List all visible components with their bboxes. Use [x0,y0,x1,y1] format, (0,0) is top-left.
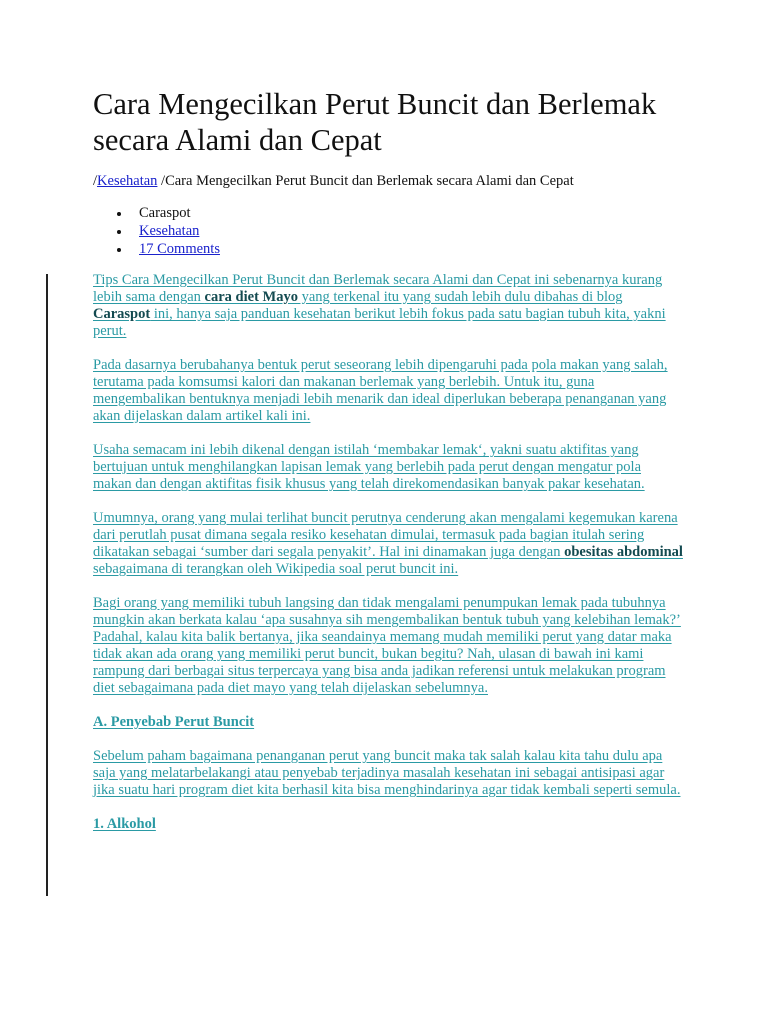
meta-comments [93,240,220,258]
meta-category [93,222,220,240]
paragraph-5[interactable]: Bagi orang yang memiliki tubuh langsing dan tidak mengalami penumpukan lemak pada tubuhnya mungkin akan berkata kalau ‘apa susahnya sih mengembalikan bentuk tubuh yang kelebihan lemak?’ Padahal, kalau kita balik bertanya, jika seandainya memang mudah memiliki perut yang datar maka tidak akan ada orang yang memiliki perut buncit, bukan begitu? Nah, ulasan di bawah ini kami rampung dari berbagai situs terpercaya yang bisa anda jadikan referensi untuk melakukan program diet sebagaimana pada diet mayo yang telah dijelaskan sebelumnya. [93,595,681,696]
subsection-heading-1[interactable]: 1. Alkohol [93,816,156,832]
paragraph-2[interactable]: Pada dasarnya berubahanya bentuk perut seseorang lebih dipengaruhi pada pola makan yang salah, terutama pada komsumsi kalori dan makanan berlemak yang berlebih. Untuk itu, guna mengembalikan bentuknya menjadi lebih menarik dan ideal diperlukan beberapa penanganan yang akan dijelaskan dalam artikel kali ini. [93,357,668,424]
breadcrumb-separator: / [157,173,166,189]
bold-link-diet-mayo[interactable]: cara diet Mayo [204,289,298,305]
bullet-icon [117,248,121,252]
section-heading-a[interactable]: A. Penyebab Perut Buncit [93,714,255,730]
post-meta-list [93,204,220,258]
margin-rule [46,274,48,896]
bold-link-obesitas[interactable]: obesitas abdominal [564,544,683,560]
paragraph-intro[interactable] [93,272,683,340]
meta-author [93,204,220,222]
intro-text: Tips Cara Mengecilkan Perut Buncit dan Berlemak secara Alami dan Cepat ini sebenarnya kurang lebih sama dengan [93,272,663,305]
paragraph-6[interactable]: Sebelum paham bagaimana penanganan perut yang buncit maka tak salah kalau kita tahu dulu apa saja yang melatarbelakangi atau penyebab terjadinya masalah kesehatan ini sebagai antisipasi agar jika suatu hari program diet kita berhasil kita bisa menghindarinya agar tidak kembali seperti semula. [93,748,681,798]
bullet-icon [117,230,121,234]
intro-text: yang terkenal itu yang sudah lebih dulu dibahas di blog [297,289,623,305]
intro-text: ini, hanya saja panduan kesehatan berikut lebih fokus pada satu bagian tubuh kita, yakni perut. [93,306,666,339]
bold-link-caraspot[interactable]: Caraspot [93,306,151,322]
breadcrumb [93,172,733,190]
breadcrumb-separator: / [93,173,98,189]
author-name: Caraspot [139,205,191,221]
breadcrumb-current: Cara Mengecilkan Perut Buncit dan Berlemak secara Alami dan Cepat [165,173,574,189]
article-title: Cara Mengecilkan Perut Buncit dan Berlemak secara Alami dan Cepat [93,87,657,157]
paragraph-text: sebagaimana di terangkan oleh Wikipedia soal perut buncit ini. [93,561,459,577]
comments-link[interactable]: 17 Comments [139,241,220,257]
breadcrumb-category-link[interactable]: Kesehatan [97,173,158,189]
category-link[interactable]: Kesehatan [139,223,200,239]
paragraph-3[interactable]: Usaha semacam ini lebih dikenal dengan istilah ‘membakar lemak‘, yakni suatu aktifitas yang bertujuan untuk menghilangkan lapisan lemak yang berlebih pada perut dengan mengatur pola makan dan dengan aktifitas fisik khusus yang telah direkomendasikan banyak pakar kesehatan. [93,442,645,492]
paragraph-text: Umumnya, orang yang mulai terlihat buncit perutnya cenderung akan mengalami kegemukan karena dari perutlah pusat dimana segala resiko kesehatan dimulai, termasuk pada bagian itulah sering dikatakan sebagai ‘sumber dari segala penyakit’. Hal ini dinamakan juga dengan [93,510,678,560]
article-body [93,272,683,850]
bullet-icon [117,212,121,216]
paragraph-4[interactable] [93,510,683,578]
